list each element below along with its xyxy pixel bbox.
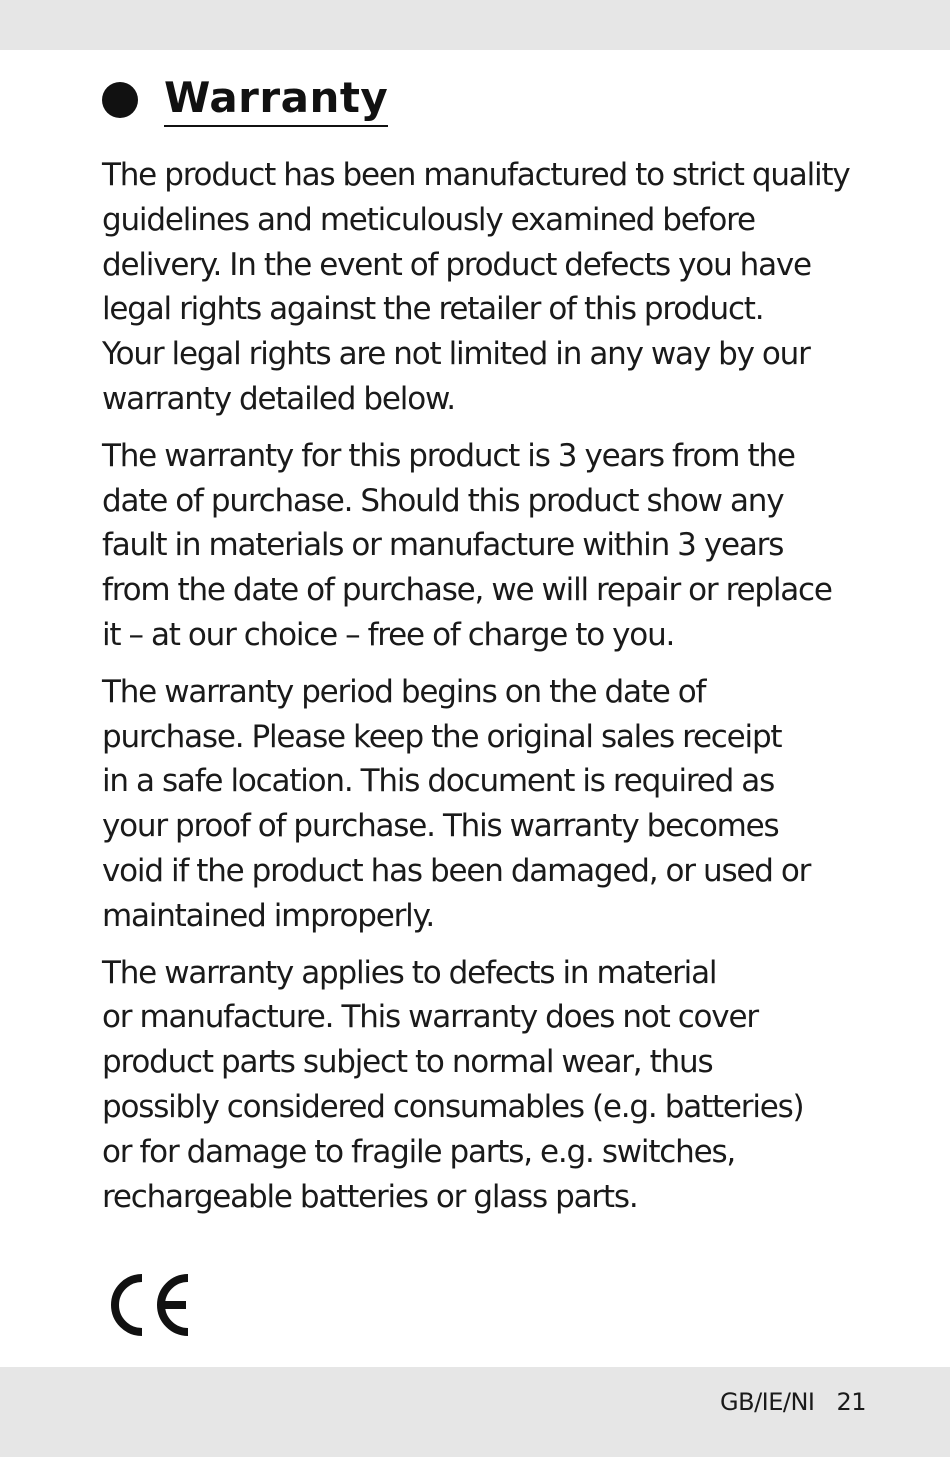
bullet-icon xyxy=(102,82,138,118)
text-line: guidelines and meticulously examined before xyxy=(102,201,755,238)
text-line: delivery. In the event of product defects you have xyxy=(102,246,811,283)
text-line: your proof of purchase. This warranty becomes xyxy=(102,808,779,845)
text-line: date of purchase. Should this product show any xyxy=(102,482,784,519)
text-line: or manufacture. This warranty does not cover xyxy=(102,999,758,1036)
text-line: product parts subject to normal wear, thus xyxy=(102,1044,713,1081)
page-footer xyxy=(720,1388,866,1416)
text-line: legal rights against the retailer of this product. xyxy=(102,291,764,328)
top-band xyxy=(0,0,950,50)
text-line: warranty detailed below. xyxy=(102,380,455,417)
text-line: it – at our choice – free of charge to you. xyxy=(102,616,675,653)
paragraph-3 xyxy=(102,670,902,939)
page-number: 21 xyxy=(836,1388,867,1416)
paragraph-2 xyxy=(102,434,902,658)
text-line: possibly considered consumables (e.g. batteries) xyxy=(102,1088,804,1125)
text-line: Your legal rights are not limited in any way by our xyxy=(102,336,810,373)
paragraph-4 xyxy=(102,951,902,1220)
text-line: void if the product has been damaged, or used or xyxy=(102,852,811,889)
text-line: The warranty applies to defects in material xyxy=(102,954,717,991)
text-line: The warranty period begins on the date of xyxy=(102,673,706,710)
text-line: The warranty for this product is 3 years from the xyxy=(102,437,795,474)
text-line: maintained improperly. xyxy=(102,897,434,934)
text-line: purchase. Please keep the original sales receipt xyxy=(102,718,782,755)
section-heading xyxy=(102,70,388,130)
text-line: or for damage to fragile parts, e.g. switches, xyxy=(102,1133,736,1170)
paragraph-1 xyxy=(102,153,902,422)
region-label: GB/IE/NI xyxy=(720,1388,815,1416)
text-line: The product has been manufactured to strict quality xyxy=(102,157,850,193)
text-line: in a safe location. This document is required as xyxy=(102,763,775,800)
section-title: Warranty xyxy=(164,73,388,127)
warranty-body xyxy=(102,153,902,1231)
ce-mark-icon xyxy=(100,1270,195,1340)
text-line: fault in materials or manufacture within 3 years xyxy=(102,527,784,564)
text-line: from the date of purchase, we will repair or replace xyxy=(102,572,832,609)
text-line: rechargeable batteries or glass parts. xyxy=(102,1178,638,1215)
